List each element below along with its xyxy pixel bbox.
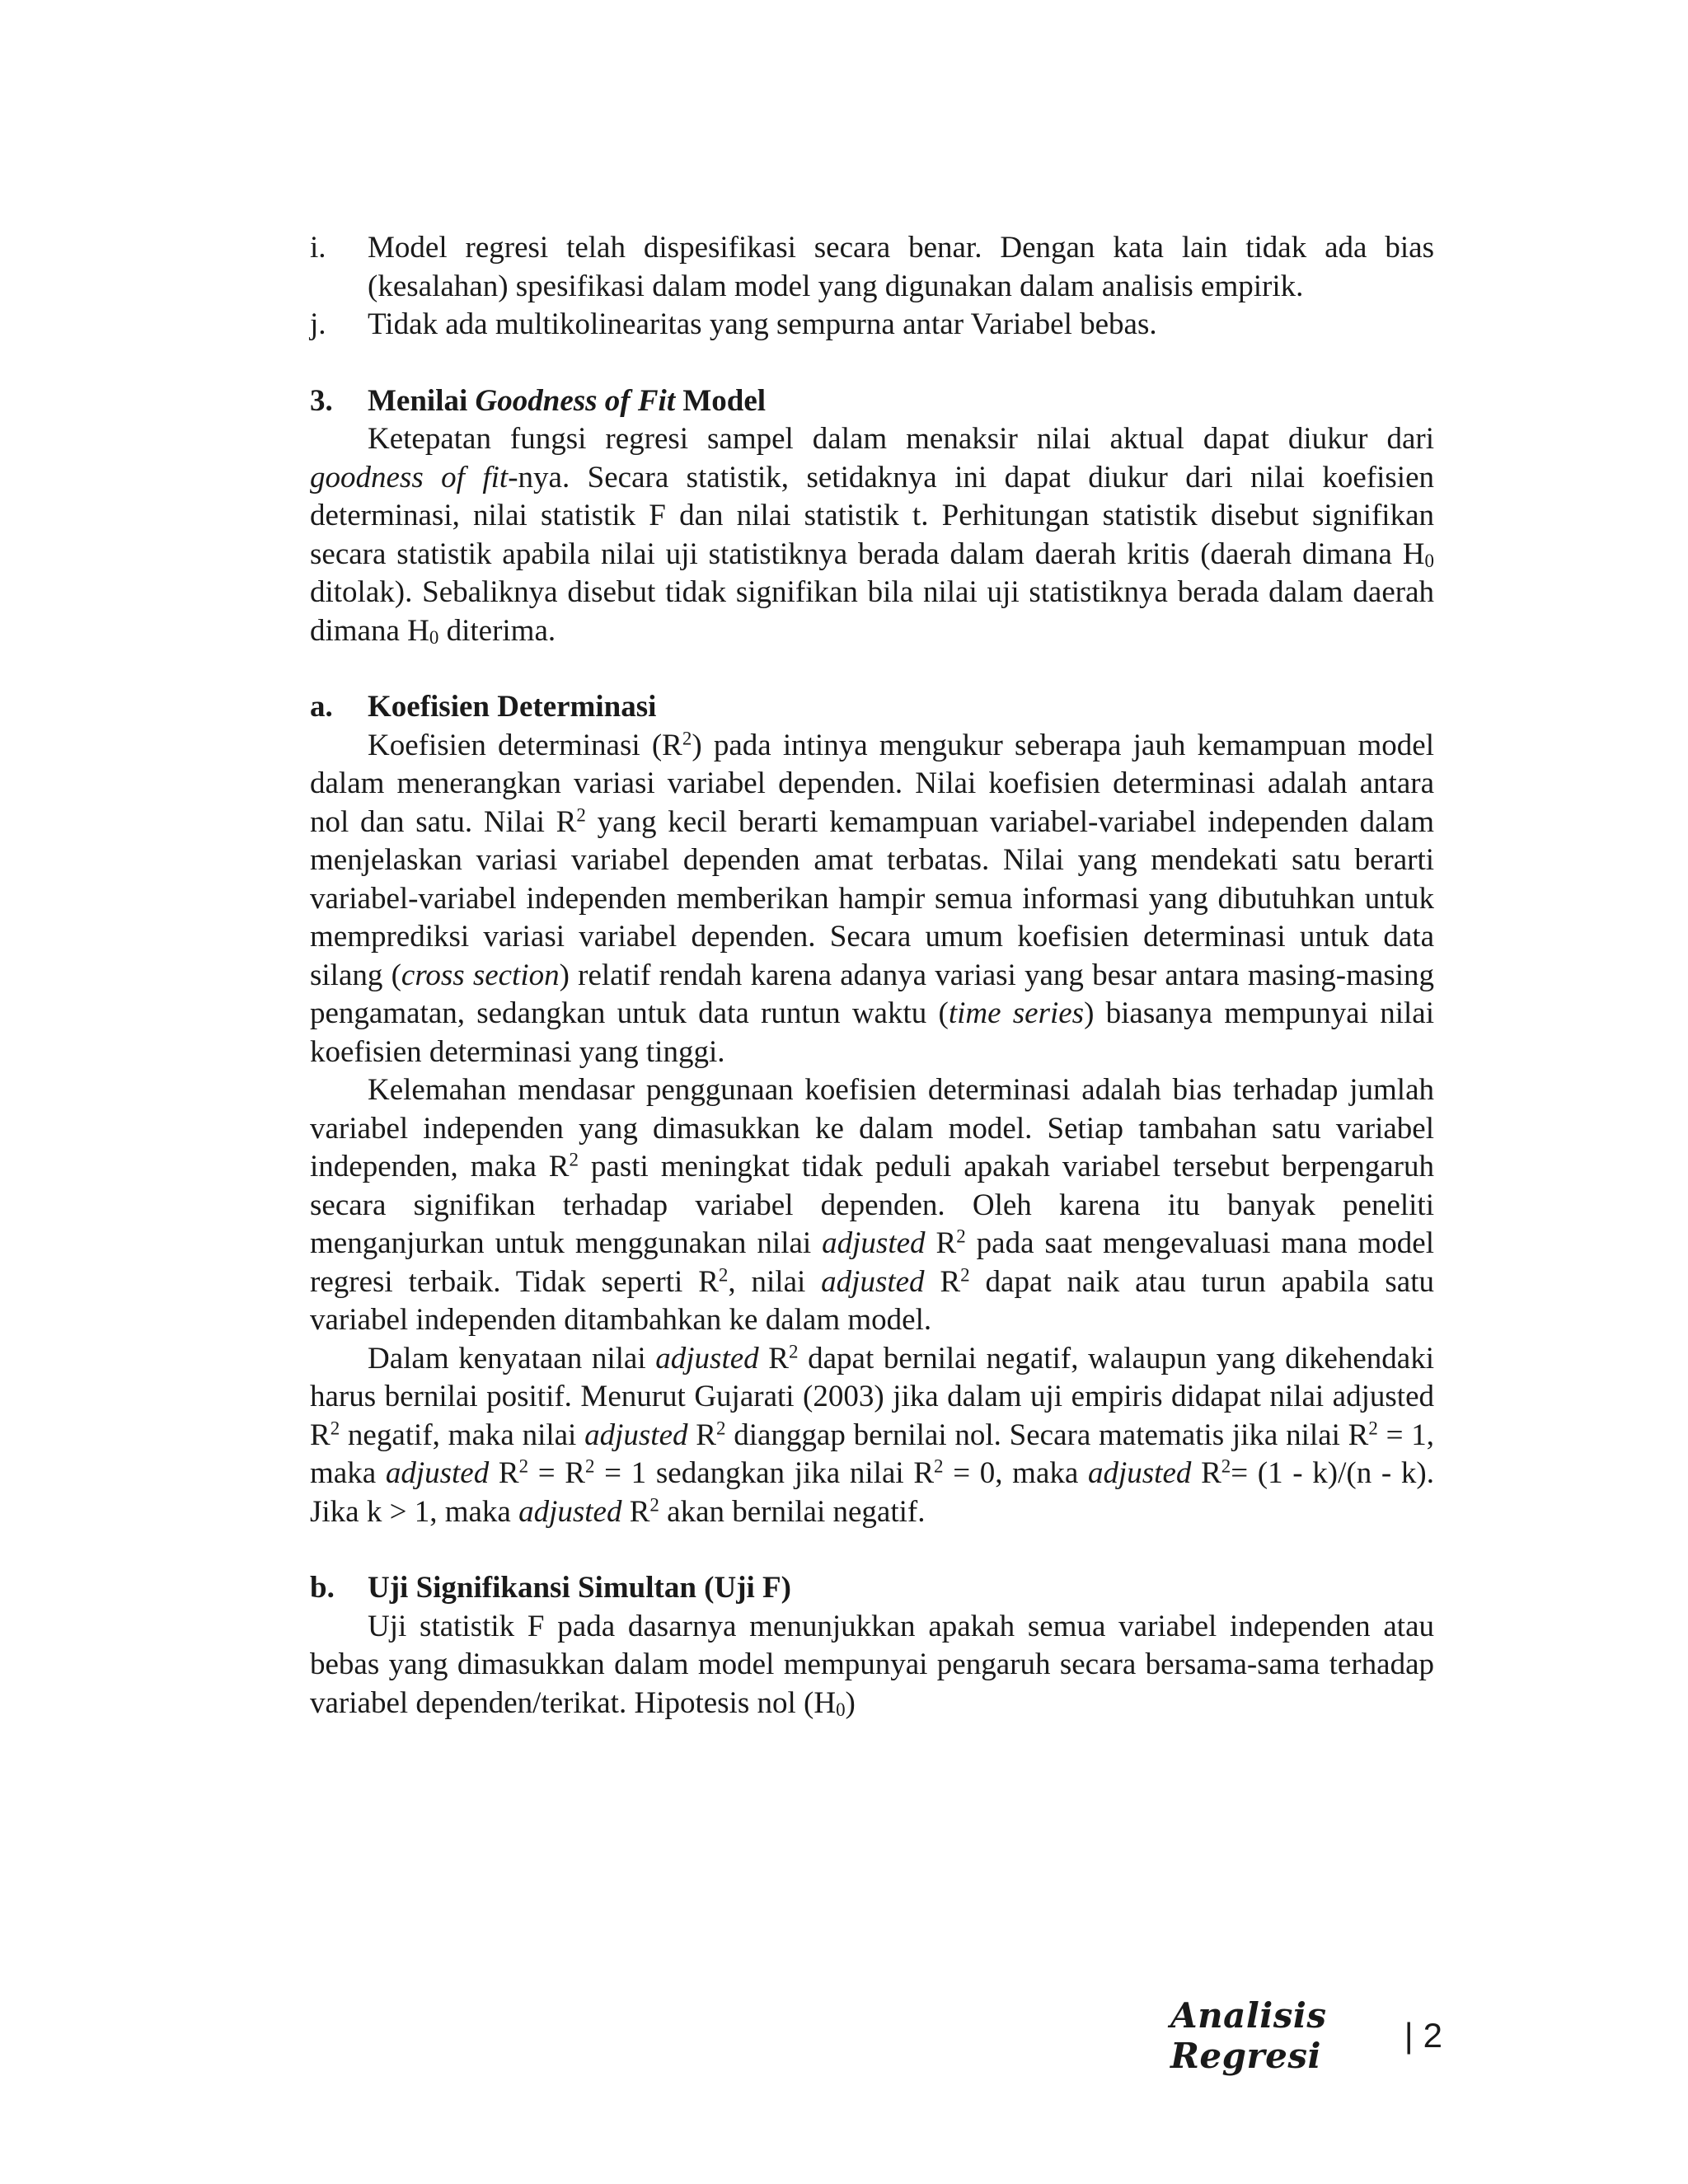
section-title: Menilai Goodness of Fit Model: [368, 383, 767, 418]
section-title: Koefisien Determinasi: [368, 690, 657, 724]
section-number: 3.: [310, 383, 333, 418]
footer-title: Analisis Regresi: [1170, 1995, 1327, 2076]
section-3-heading: [310, 382, 1434, 421]
list-item-text: Model regresi telah dispesifikasi secara benar. Dengan kata lain tidak ada bias (kesalahan) spesifikasi dalam model yang digunakan dalam analisis empirik.: [368, 231, 1434, 303]
section-a-paragraph-2: Kelemahan mendasar penggunaan koefisien determinasi adalah bias terhadap jumlah variabel independen yang dimasukkan ke dalam model. Setiap tambahan satu variabel independen, maka $R^2$ pasti meningkat tidak peduli apakah variabel tersebut berpengaruh secara signifikan terhadap variabel dependen. Oleh karena itu banyak peneliti menganjurkan untuk menggunakan nilai adjusted $R^2$ pada saat mengevaluasi mana model regresi terbaik. Tidak seperti $R^2$, nilai adjusted $R^2$ dapat naik atau turun apabila satu variabel independen ditambahkan ke dalam model.: [310, 1073, 1435, 1337]
page-footer: [1170, 1995, 1442, 2076]
list-item-i: [310, 229, 1434, 306]
section-a-heading: [310, 688, 1434, 727]
section-b-heading: [310, 1569, 1434, 1608]
list-item-j: [310, 306, 1434, 344]
document-page: [310, 229, 1434, 1722]
section-a-paragraph-1: Koefisien determinasi $(R^2)$ pada intinya mengukur seberapa jauh kemampuan model dalam menerangkan variasi variabel dependen. Nilai koefisien determinasi adalah antara nol dan satu. Nilai $R^2$ yang kecil berarti kemampuan variabel-variabel independen dalam menjelaskan variasi variabel dependen amat terbatas. Nilai yang mendekati satu berarti variabel-variabel independen memberikan hampir semua informasi yang dibutuhkan untuk memprediksi variasi variabel dependen. Secara umum koefisien determinasi untuk data silang (cross section) relatif rendah karena adanya variasi yang besar antara masing-masing pengamatan, sedangkan untuk data runtun waktu (time series) biasanya mempunyai nilai koefisien determinasi yang tinggi.: [310, 727, 1435, 1069]
page-number: 2: [1423, 2016, 1442, 2055]
section-marker: a.: [310, 690, 333, 724]
section-marker: b.: [310, 1571, 335, 1605]
footer-separator: |: [1404, 2016, 1414, 2055]
section-b-paragraph: Uji statistik F pada dasarnya menunjukkan apakah semua variabel independen atau bebas yang dimasukkan dalam model mempunyai pengaruh secara bersama-sama terhadap variabel dependen/terikat. Hipotesis nol $(H_0)$: [310, 1609, 1434, 1720]
section-a-paragraph-3: Dalam kenyataan nilai adjusted $R^2$ dapat bernilai negatif, walaupun yang dikehendaki harus bernilai positif. Menurut Gujarati (2003) jika dalam uji empiris didapat nilai adjusted $R^2$ negatif, maka nilai adjusted $R^2$ dianggap bernilai nol. Secara matematis jika nilai $R^2 = 1$, maka adjusted $R^2 = R^2 = 1$ sedangkan jika nilai $R^2 = 0$, maka adjusted $R^2= (1 - k)/(n - k)$. Jika k > 1, maka adjusted $R^2$ akan bernilai negatif.: [310, 1340, 1435, 1529]
list-marker: j.: [310, 307, 326, 341]
list-marker: i.: [310, 231, 326, 265]
list-item-text: Tidak ada multikolinearitas yang sempurna antar Variabel bebas.: [368, 307, 1157, 341]
section-title: Uji Signifikansi Simultan (Uji F): [368, 1571, 791, 1605]
section-3-paragraph: Ketepatan fungsi regresi sampel dalam menaksir nilai aktual dapat diukur dari goodness of fit-nya. Secara statistik, setidaknya ini dapat diukur dari nilai koefisien determinasi, nilai statistik F dan nilai statistik t. Perhitungan statistik disebut signifikan secara statistik apabila nilai uji statistiknya berada dalam daerah kritis (daerah dimana $H_0$ ditolak). Sebaliknya disebut tidak signifikan bila nilai uji statistiknya berada dalam daerah dimana $H_0$ diterima.: [310, 422, 1435, 648]
